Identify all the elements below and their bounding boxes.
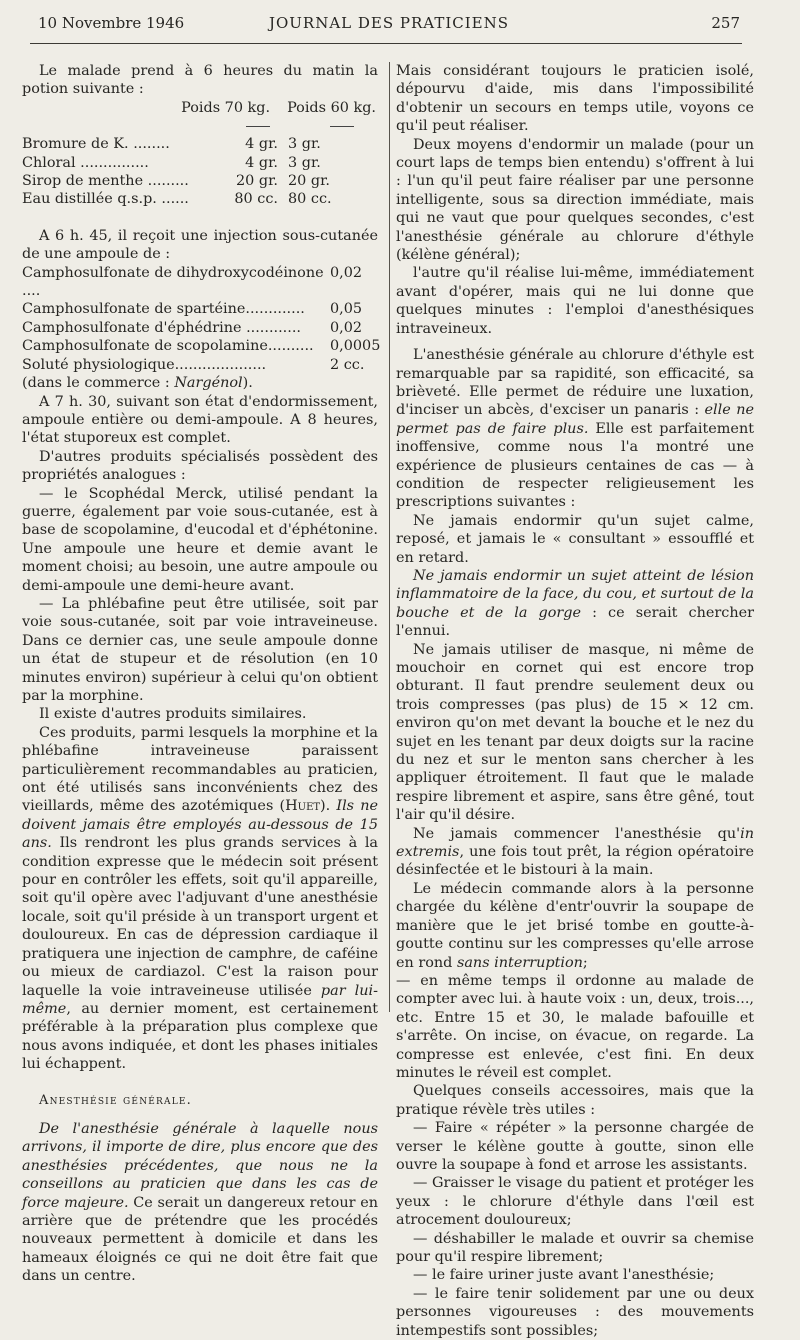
paragraph: — Faire « répéter » la personne chargée de verser le kélène goutte à goutte, sinon elle ouvre la soupape à fond et arrose les assistants. (396, 1120, 754, 1173)
paragraph: — déshabiller le malade et ouvrir sa chemise pour qu'il respire librement; (396, 1230, 754, 1265)
paragraph: Quelques conseils accessoires, mais que la pratique révèle très utiles : (396, 1083, 754, 1118)
recipe-header-col2: Poids 60 kg. (287, 99, 376, 116)
paragraph: Le médecin commande alors à la personne chargée du kélène d'entr'ouvrir la soupape de manière que le jet brisé tombe en goutte-à-goutte continu sur les compresses qu'elle arrose en rond sans interruption; (396, 880, 754, 971)
paragraph: Ne jamais commencer l'anesthésie qu'in extremis, une fois tout prêt, la région opératoire désinfectée et le bistouri à la main. (396, 825, 754, 879)
paragraph: — le Scophédal Merck, utilisé pendant la guerre, également par voie sous-cutanée, est à base de scopolamine, d'eucodal et d'éphétonine. Une ampoule une heure et demie avant le moment choisi; au besoin, une autre ampoule ou demi-ampoule une demi-heure avant. (22, 485, 378, 594)
page-number: 257 (711, 14, 740, 32)
recipe-row: Bromure de K. ........ 4 gr. 3 gr. (22, 136, 321, 153)
section-title: Anesthésie générale. (39, 1092, 193, 1108)
paragraph: Deux moyens d'endormir un malade (pour un court laps de temps bien entendu) s'offrent à lui : l'un qu'il peut faire réaliser par une personne intelligente, sous sa direction immédiate, mais qui ne vaut que pour quelques secondes, c'est l'anesthésie générale au chlorure d'éthyle (kélène général); (396, 136, 754, 264)
ampoule-row: Soluté physiologique.................... 2 cc. (22, 356, 365, 373)
paragraph: De l'anesthésie générale à laquelle nous arrivons, il importe de dire, plus encore que des anesthésies précédentes, que nous ne la conseillons au praticien que dans les cas de force majeure. Ce serait un dangereux retour en arrière que de prétendre que les procédés nouveaux permettent à domicile et dans les hameaux éloignés ce qui ne doit être fait que dans un centre. (22, 1120, 378, 1285)
recipe-header (22, 99, 378, 117)
paragraph: Ces produits, parmi lesquels la morphine et la phlébafine intraveineuse paraissent particulièrement recommandables au praticien, ont été utilisés sans inconvénients chez des vieillards, même des azotémiques (Huet). Ils ne doivent jamais être employés au-dessous de 15 ans. Ils rendront les plus grands services à la condition expresse que le médecin soit présent pour en contrôler les effets, soit qu'il appareille, soit qu'il opère avec l'adjuvant d'une anesthésie locale, soit qu'il préside à un transport urgent et douloureux. En cas de dépression cardiaque il pratiquera une injection de camphre, de caféine ou mieux de cardiazol. C'est la raison pour laquelle la voie intraveineuse utilisée par lui-même, au dernier moment, est certainement préférable à la préparation plus complexe que nous avons indiquée, et dont les phases initiales lui échappent. (22, 724, 378, 1073)
paragraph: — en même temps il ordonne au malade de compter avec lui. à haute voix : un, deux, trois..., etc. Entre 15 et 30, le malade bafouille et s'arrête. On incise, on évacue, on regarde. La compresse est enlevée, c'est fini. En deux minutes le réveil est complet. (396, 972, 754, 1081)
paragraph: D'autres produits spécialisés possèdent des propriétés analogues : (22, 448, 378, 484)
ampoule-row: Camphosulfonate de scopolamine.......... 0,0005 (22, 338, 381, 355)
paragraph: l'autre qu'il réalise lui-même, immédiatement avant d'opérer, mais qui ne lui donne que quelques minutes : l'emploi d'anesthésiques intraveineux. (396, 265, 754, 337)
recipe-row: Eau distillée q.s.p. ...... 80 cc. 80 cc. (22, 191, 332, 208)
recipe-row: Chloral ............... 4 gr. 3 gr. (22, 154, 321, 171)
ampoule-table (22, 264, 381, 393)
paragraph: Ne jamais endormir qu'un sujet calme, reposé, et jamais le « consultant » essoufflé et en retard. (396, 512, 754, 566)
paragraph: Il existe d'autres produits similaires. (39, 706, 307, 723)
ampoule-row: Camphosulfonate d'éphédrine ............ 0,02 (22, 319, 363, 336)
journal-title: JOURNAL DES PRATICIENS (268, 14, 510, 32)
paragraph: A 6 h. 45, il reçoit une injection sous-cutanée de une ampoule de : (22, 227, 378, 263)
recipe-table (22, 99, 378, 209)
ampoule-row: Camphosulfonate de spartéine............. 0,05 (22, 301, 363, 318)
recipe-header-col1: Poids 70 kg. (181, 99, 271, 116)
running-header (38, 14, 740, 36)
recipe-header-dashes (22, 117, 378, 135)
column-divider (389, 62, 390, 1012)
paragraph: A 7 h. 30, suivant son état d'endormissement, ampoule entière ou demi-ampoule. A 8 heures, l'état stuporeux est complet. (22, 393, 378, 447)
paragraph: Ne jamais endormir un sujet atteint de lésion inflammatoire de la face, du cou, et surtout de la bouche et de la gorge : ce serait chercher l'ennui. (396, 567, 754, 640)
right-column (396, 62, 754, 1340)
paragraph: — le faire uriner juste avant l'anesthésie; (413, 1267, 715, 1284)
paragraph: Ne jamais utiliser de masque, ni même de mouchoir en cornet qui est encore trop obturant. Il faut prendre seulement deux ou trois compresses (pas plus) de 15 × 12 cm. environ qu'on met devant la bouche et le nez du sujet en les tenant par deux doigts sur la racine du nez et sur le menton sans chercher à les appliquer étroitement. Il faut que le malade respire librement et aspire, sans être gêné, tout l'air qu'il désire. (396, 641, 754, 824)
left-column (22, 62, 381, 1286)
paragraph: — Graisser le visage du patient et protéger les yeux : le chlorure d'éthyle dans l'œil est atrocement douloureux; (396, 1175, 754, 1229)
paragraph: — La phlébafine peut être utilisée, soit par voie sous-cutanée, soit par voie intraveineuse. Dans ce dernier cas, une seule ampoule donne un état de stupeur et de résolution (en 10 minutes environ) supérieur à celui qu'on obtient par la morphine. (22, 595, 378, 704)
header-rule (30, 43, 742, 44)
paragraph: Mais considérant toujours le praticien isolé, dépourvu d'aide, mis dans l'impossibilité d'obtenir un secours en temps utile, voyons ce qu'il peut réaliser. (396, 63, 754, 135)
paragraph: — le faire tenir solidement par une ou deux personnes vigoureuses : des mouvements intempestifs sont possibles; (396, 1285, 754, 1339)
ampoule-row: Camphosulfonate de dihydroxycodéinone .... 0,02 (22, 264, 363, 300)
issue-date: 10 Novembre 1946 (38, 14, 185, 32)
recipe-row: Sirop de menthe ......... 20 gr. 20 gr. (22, 173, 330, 190)
paragraph: Le malade prend à 6 heures du matin la potion suivante : (22, 63, 378, 98)
paragraph: L'anesthésie générale au chlorure d'éthyle est remarquable par sa rapidité, son efficacité, sa brièveté. Elle permet de réduire une luxation, d'inciser un abcès, d'exciser un panaris : elle ne permet pas de faire plus. Elle est parfaitement inoffensive, comme nous l'a montré une expérience de plusieurs centaines de cas — à condition de respecter religieusement les prescriptions suivantes : (396, 347, 755, 511)
ampoule-note: (dans le commerce : Nargénol). (22, 375, 253, 392)
